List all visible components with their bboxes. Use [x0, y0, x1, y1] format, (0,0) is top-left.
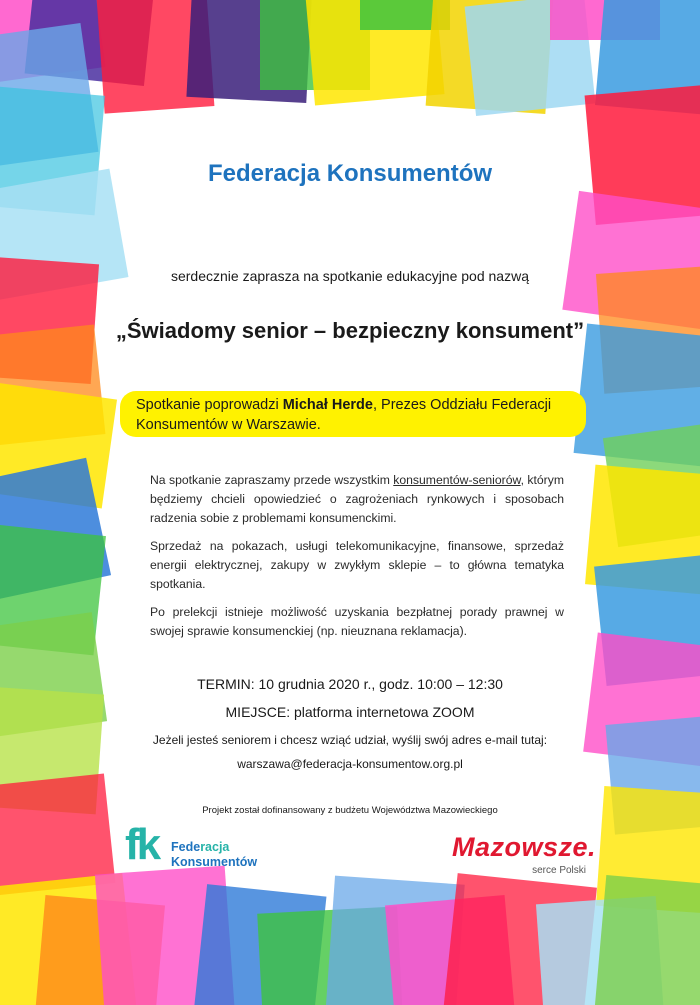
- paragraph-audience: [150, 471, 564, 528]
- paragraph-audience-end: , którym będziemy chcieli opowiedzieć o zagrożeniach rynkowych i sposobach radzenia sobie z problemami konsumenckimi.: [150, 473, 564, 525]
- mazowsze-logo-tagline: serce Polski: [532, 865, 586, 876]
- join-instructions: Jeżeli jesteś seniorem i chcesz wziąć udział, wyślij swój adres e-mail tutaj:: [152, 733, 548, 747]
- paragraph-topics: Sprzedaż na pokazach, usługi telekomunikacyjne, finansowe, sprzedaż energii elektrycznej, zakupy w zwykłym sklepie – to główna tematyka spotkania.: [150, 539, 564, 591]
- federacja-konsumentow-logo: [125, 820, 275, 873]
- mazowsze-logo: [404, 832, 604, 878]
- host-prefix: Spotkanie poprowadzi: [136, 397, 283, 413]
- funding-note: Projekt został dofinansowany z budżetu Województwa Mazowieckiego: [202, 805, 498, 816]
- host-name: Michał Herde: [282, 397, 373, 413]
- fk-logo-mark: fk: [125, 820, 159, 869]
- event-title: „Świadomy senior – bezpieczny konsument”: [115, 318, 585, 343]
- organization-title: Federacja Konsumentów: [207, 160, 493, 187]
- contact-email[interactable]: warszawa@federacja-konsumentow.org.pl: [237, 757, 463, 771]
- mazowsze-logo-name: Mazowsze.: [451, 832, 596, 862]
- event-location: MIEJSCE: platforma internetowa ZOOM: [225, 704, 475, 720]
- paragraph-legal-advice: Po prelekcji istnieje możliwość uzyskania bezpłatnej porady prawnej w swojej sprawie konsumenckiej (np. nieuznana reklamacja).: [150, 605, 564, 638]
- invitation-intro: serdecznie zaprasza na spotkanie edukacyjne pod nazwą: [170, 268, 529, 284]
- event-date: TERMIN: 10 grudnia 2020 r., godz. 10:00 – 12:30: [197, 676, 503, 692]
- fk-logo-line2: Konsumentów: [171, 855, 258, 869]
- host-suffix: , Prezes Oddziału Federacji Konsumentów w Warszawie.: [136, 397, 552, 433]
- fk-logo-line1: [171, 840, 229, 854]
- fk-logo-line1-a: Fede: [171, 840, 201, 854]
- audience-link[interactable]: konsumentów-seniorów: [393, 473, 521, 487]
- fk-logo-line1-b: racja: [200, 840, 230, 854]
- host-info: [136, 395, 584, 435]
- paragraph-audience-start: Na spotkanie zapraszamy przede wszystkim: [150, 473, 394, 487]
